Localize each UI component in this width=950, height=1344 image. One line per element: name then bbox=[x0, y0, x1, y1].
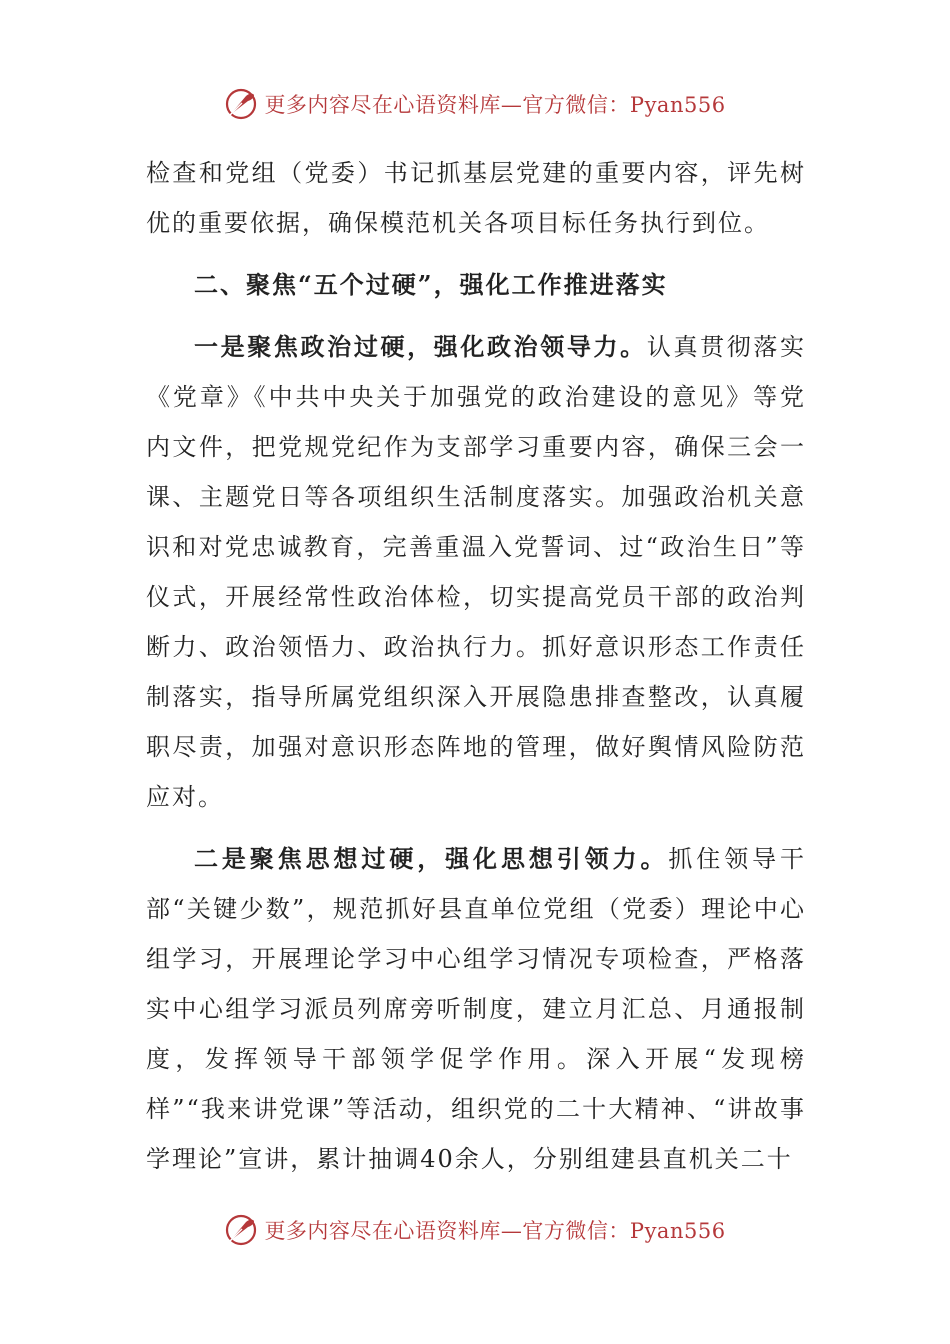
quill-logo-icon bbox=[224, 1213, 258, 1247]
paragraph-body: 抓住领导干部“关键少数”，规范抓好县直单位党组（党委）理论中心组学习，开展理论学习中心组学习情况专项检查，严格落实中心组学习派员列席旁听制度，建立月汇总、月通报制度，发挥领导干部领学促学作用。深入开展“发现榜样”“我来讲党课”等活动，组织党的二十大精神、“讲故事学理论”宣讲，累计抽调40余人，分别组建县直机关二十 bbox=[146, 845, 807, 1173]
paragraph-ideology bbox=[146, 834, 806, 1184]
paragraph-lead: 二是聚焦思想过硬，强化思想引领力。 bbox=[194, 844, 669, 873]
quill-logo-icon bbox=[224, 87, 258, 121]
footer-banner bbox=[0, 1208, 950, 1252]
section-heading: 二、聚焦“五个过硬”，强化工作推进落实 bbox=[194, 270, 668, 299]
paragraph-lead: 一是聚焦政治过硬，强化政治领导力。 bbox=[194, 332, 647, 361]
continuation-paragraph: 检查和党组（党委）书记抓基层党建的重要内容，评先树优的重要依据，确保模范机关各项目标任务执行到位。 bbox=[146, 159, 806, 237]
paragraph-political bbox=[146, 322, 806, 822]
brand-text: 更多内容尽在心语资料库—官方微信：Pyan556 bbox=[264, 93, 726, 117]
header-banner bbox=[0, 82, 950, 126]
paragraph-body: 认真贯彻落实《党章》《中共中央关于加强党的政治建设的意见》等党内文件，把党规党纪作为支部学习重要内容，确保三会一课、主题党日等各项组织生活制度落实。加强政治机关意识和对党忠诚教育，完善重温入党誓词、过“政治生日”等仪式，开展经常性政治体检，切实提高党员干部的政治判断力、政治领悟力、政治执行力。抓好意识形态工作责任制落实，指导所属党组织深入开展隐患排查整改，认真履职尽责，加强对意识形态阵地的管理，做好舆情风险防范应对。 bbox=[146, 333, 807, 811]
document-body bbox=[146, 148, 806, 1184]
brand-text: 更多内容尽在心语资料库—官方微信：Pyan556 bbox=[264, 1219, 726, 1243]
